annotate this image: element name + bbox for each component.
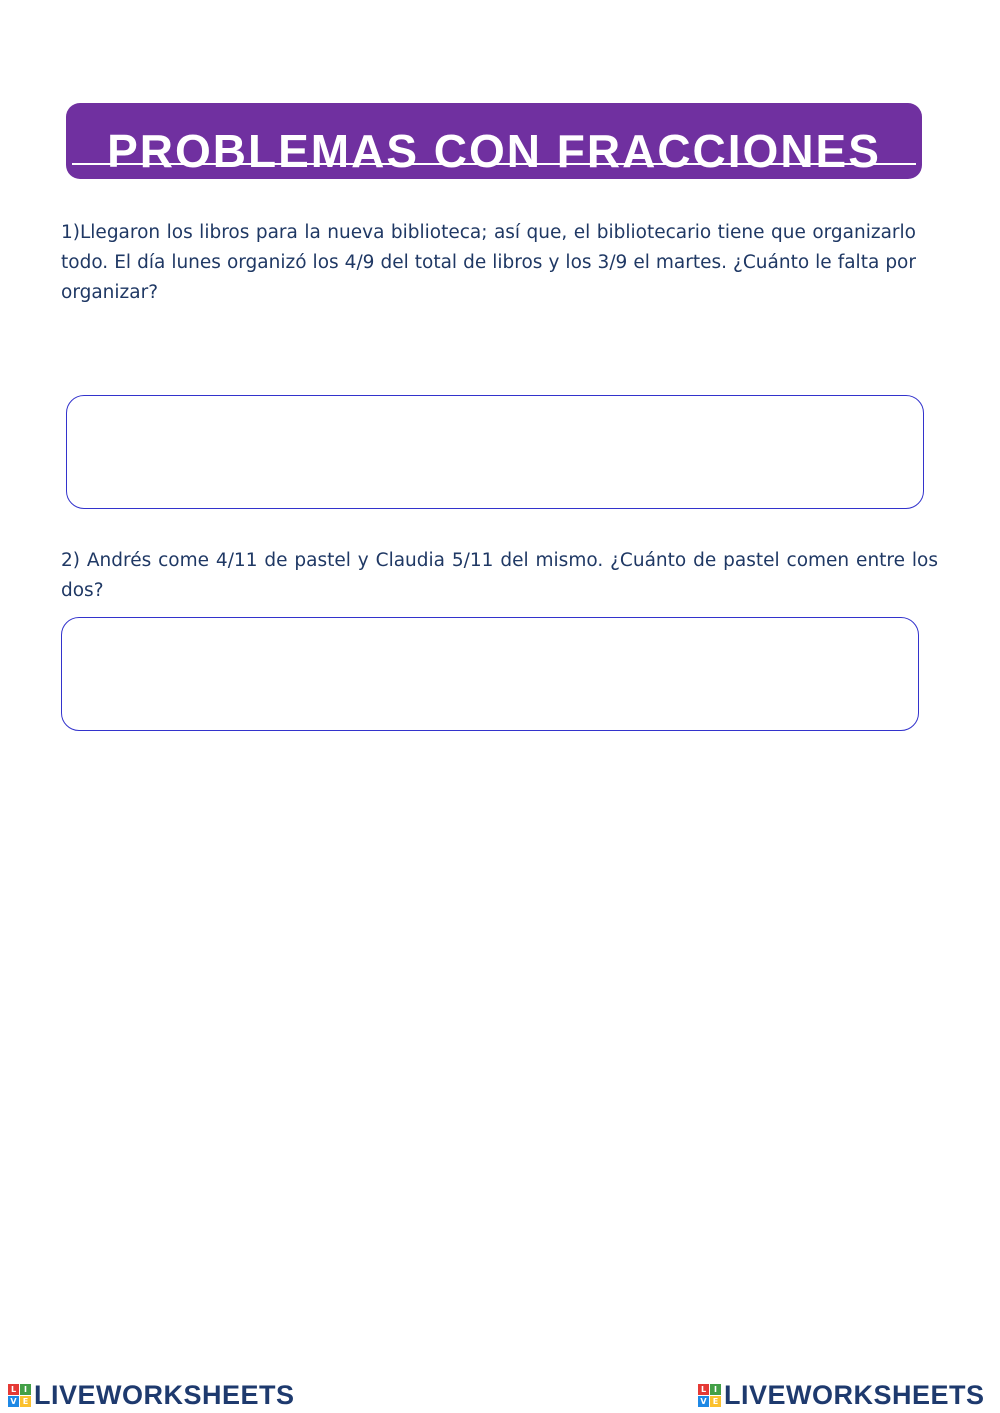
liveworksheets-logo-icon: L I V E: [8, 1384, 31, 1407]
question-1: 1)Llegaron los libros para la nueva biblioteca; así que, el bibliotecario tiene que organizarlo todo. El día lunes organizó los 4/9 del total de libros y los 3/9 el martes. ¿Cuánto le falta por organizar?: [61, 222, 916, 303]
answer-input-2[interactable]: [61, 617, 919, 731]
footer-brand-left: LIVEWORKSHEETS: [34, 1380, 295, 1410]
footer-logo-right: [698, 1380, 985, 1410]
page-title: PROBLEMAS CON FRACCIONES: [107, 125, 881, 177]
footer-brand-right: LIVEWORKSHEETS: [724, 1380, 985, 1410]
footer-logo-left: [8, 1380, 295, 1410]
question-2: 2) Andrés come 4/11 de pastel y Claudia 5/11 del mismo. ¿Cuánto de pastel comen entre los dos?: [61, 550, 938, 601]
title-banner: [66, 103, 922, 179]
liveworksheets-logo-icon: L I V E: [698, 1384, 721, 1407]
answer-input-1[interactable]: [66, 395, 924, 509]
